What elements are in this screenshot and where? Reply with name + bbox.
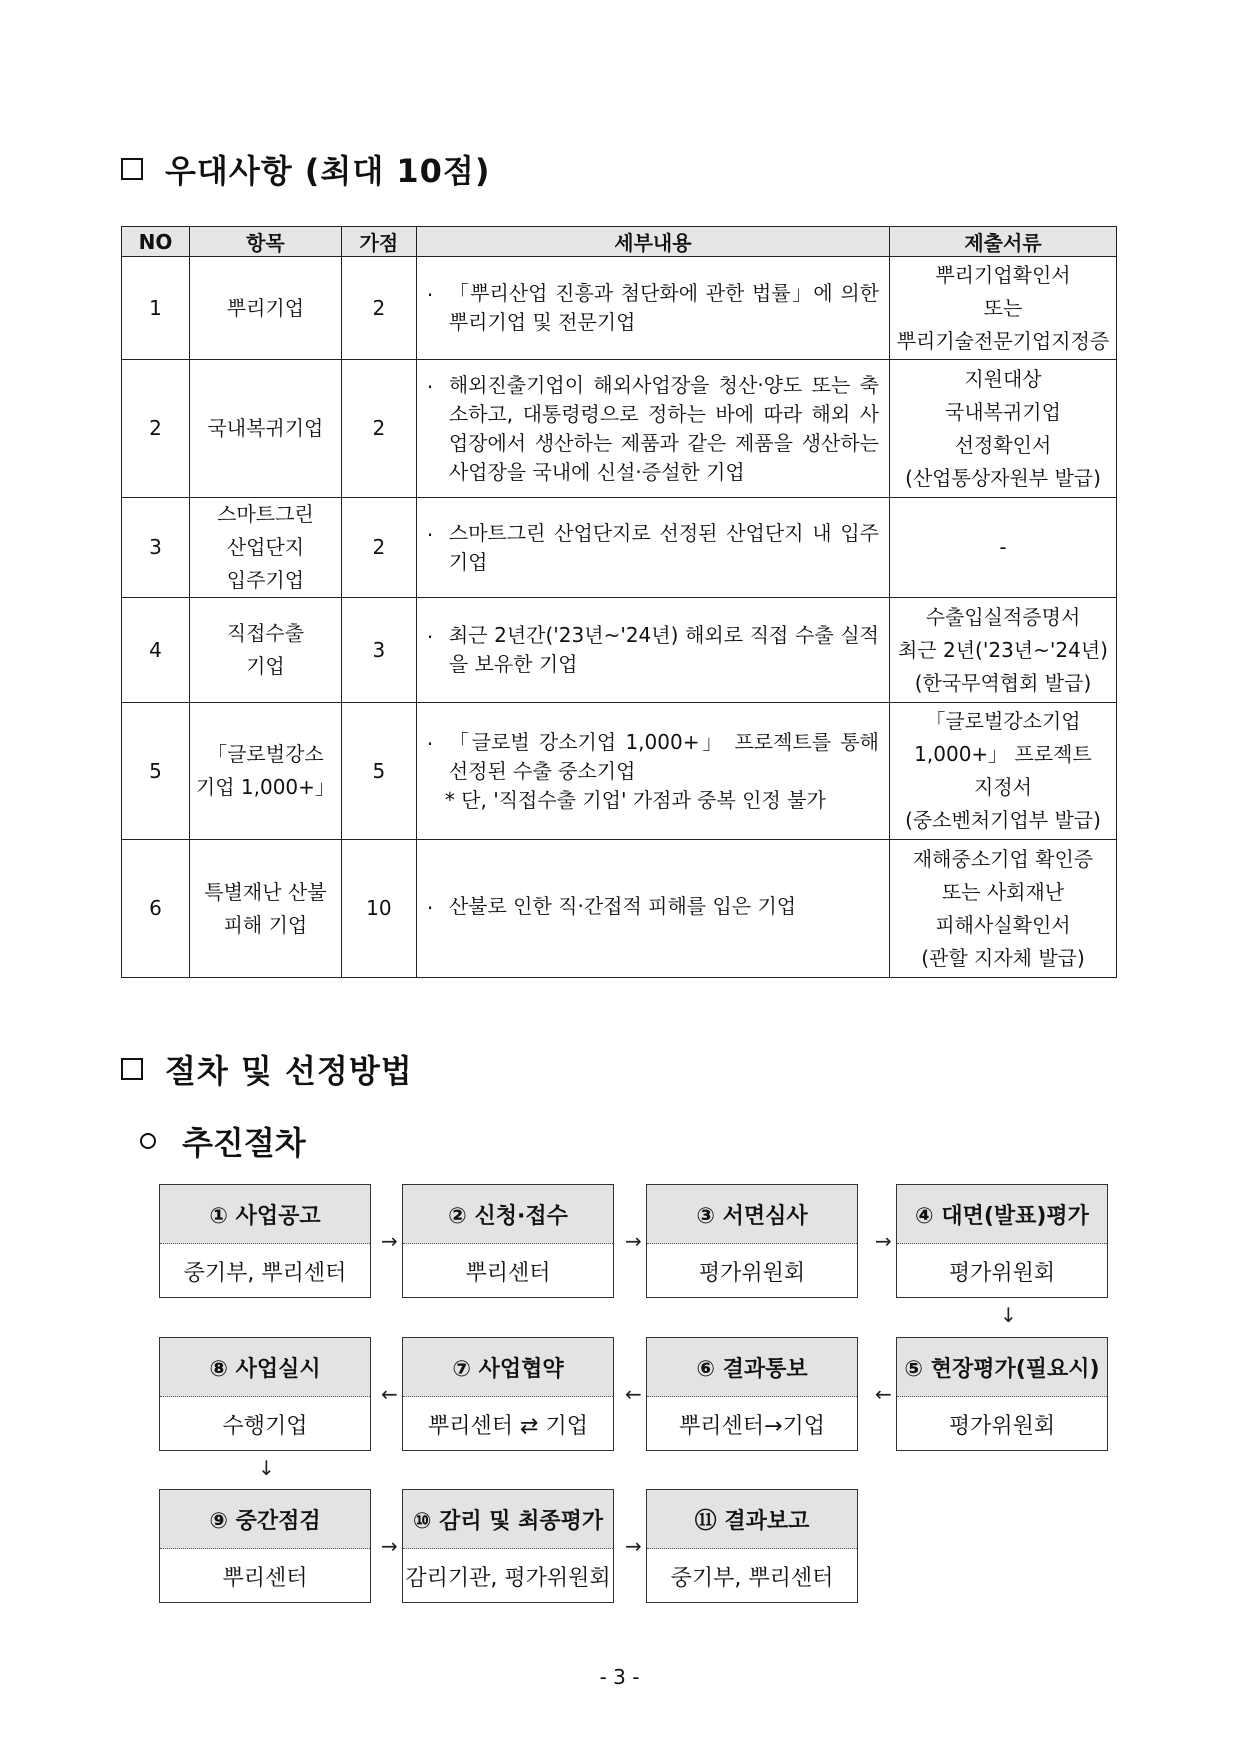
subsection-title-text: 추진절차 — [182, 1124, 306, 1162]
flow-step — [159, 1337, 371, 1451]
flow-step — [159, 1184, 371, 1298]
cell-points: 3 — [341, 598, 416, 703]
flow-step-owner: 뿌리센터 ⇄ 기업 — [428, 1413, 588, 1439]
bullet-dot: · — [426, 625, 434, 649]
bullet-dot: · — [426, 731, 434, 756]
detail-text: 스마트그린 산업단지로 선정된 산업단지 내 입주기업 — [448, 520, 879, 574]
flow-step-title: ④ 대면(발표)평가 — [897, 1185, 1107, 1244]
flow-step-owner: 수행기업 — [222, 1413, 308, 1439]
doc-line: 「글로벌강소기업 — [925, 709, 1081, 733]
cell-points: 5 — [341, 703, 416, 840]
flow-step — [646, 1337, 858, 1451]
table-row — [122, 360, 1117, 498]
flow-step-title: ② 신청·접수 — [403, 1185, 613, 1244]
item-line: 입주기업 — [226, 568, 305, 592]
table-row — [122, 498, 1117, 598]
header-docs: 제출서류 — [889, 227, 1116, 257]
section-title-text: 절차 및 선정방법 — [165, 1052, 413, 1090]
cell-details — [416, 257, 889, 360]
table-row — [122, 703, 1117, 840]
cell-details — [416, 840, 889, 978]
flow-step-title: ③ 서면심사 — [647, 1185, 857, 1244]
circle-bullet-icon — [140, 1133, 156, 1149]
flow-step-owner: 중기부, 뿌리센터 — [183, 1260, 347, 1286]
item-line: 뿌리기업 — [226, 295, 305, 320]
item-line: 국내복귀기업 — [207, 416, 324, 440]
flow-arrow-right-icon: → — [625, 1229, 642, 1253]
doc-line: (한국무역협회 발급) — [914, 670, 1092, 695]
cell-item — [189, 360, 341, 498]
flow-arrow-left-icon: ← — [625, 1382, 642, 1406]
flow-step-title: ⑩ 감리 및 최종평가 — [403, 1490, 613, 1549]
flow-step-title: ⑪ 결과보고 — [647, 1490, 857, 1549]
flow-step — [896, 1184, 1108, 1298]
detail-text: 해외진출기업이 해외사업장을 청산·양도 또는 축소하고, 대통령령으로 정하는 바에 따라 해외 사업장에서 생산하는 제품과 같은 제품을 생산하는 사업장을 국내에 신설·증설한 기업 — [448, 372, 879, 484]
checkbox-square-icon — [121, 1058, 143, 1080]
flow-step-title: ⑥ 결과통보 — [647, 1338, 857, 1397]
doc-line: 뿌리기술전문기업지정증 — [896, 328, 1110, 353]
cell-docs — [889, 498, 1116, 598]
cell-item — [189, 498, 341, 598]
flow-step-title: ⑦ 사업협약 — [403, 1338, 613, 1397]
flow-step-owner: 뿌리센터 — [465, 1260, 551, 1286]
page-number: - 3 - — [599, 1665, 640, 1689]
cell-points: 2 — [341, 360, 416, 498]
doc-line: (중소벤처기업부 발급) — [905, 808, 1101, 832]
bullet-dot: · — [426, 283, 434, 307]
section-title-benefits — [121, 146, 490, 192]
table-row — [122, 257, 1117, 360]
cell-item — [189, 840, 341, 978]
doc-line: 또는 — [983, 295, 1023, 320]
cell-no: 1 — [122, 257, 190, 360]
flow-arrow-right-icon: → — [625, 1534, 642, 1558]
doc-line: 최근 2년('23년~'24년) — [898, 637, 1108, 662]
header-points: 가점 — [341, 227, 416, 257]
cell-docs — [889, 703, 1116, 840]
flow-arrow-left-icon: ← — [381, 1382, 398, 1406]
cell-no: 6 — [122, 840, 190, 978]
cell-docs — [889, 257, 1116, 360]
bullet-dot: · — [426, 374, 434, 399]
item-line: 「글로벌강소 — [207, 742, 324, 766]
detail-bullet — [427, 621, 879, 679]
table-header-row — [122, 227, 1117, 257]
section-title-text: 우대사항 (최대 10점) — [165, 152, 491, 190]
table-row — [122, 840, 1117, 978]
flow-arrow-left-icon: ← — [875, 1382, 892, 1406]
flow-step-title: ⑤ 현장평가(필요시) — [897, 1338, 1107, 1397]
table-row — [122, 598, 1117, 703]
section-title-procedure — [121, 1046, 413, 1092]
subsection-title — [140, 1118, 306, 1164]
doc-line: 지정서 — [974, 775, 1032, 799]
flow-arrow-right-icon: → — [381, 1534, 398, 1558]
doc-line: 재해중소기업 확인증 — [912, 846, 1094, 871]
cell-item — [189, 598, 341, 703]
flow-step-owner: 평가위원회 — [698, 1260, 806, 1286]
item-line: 특별재난 산불 — [204, 879, 327, 904]
cell-points: 2 — [341, 498, 416, 598]
flow-arrow-down-icon: ↓ — [258, 1456, 275, 1480]
item-line: 기업 — [246, 654, 285, 678]
flow-step — [896, 1337, 1108, 1451]
cell-no: 5 — [122, 703, 190, 840]
flow-step-owner: 감리기관, 평가위원회 — [405, 1565, 611, 1591]
flow-step-owner: 평가위원회 — [948, 1413, 1056, 1439]
detail-bullet — [427, 892, 879, 925]
detail-text: 산불로 인한 직·간접적 피해를 입은 기업 — [448, 894, 797, 918]
item-line: 스마트그린 — [217, 502, 314, 526]
bullet-dot: · — [426, 896, 434, 920]
doc-line: 또는 사회재난 — [941, 879, 1065, 904]
flow-step — [402, 1337, 614, 1451]
flow-step — [402, 1184, 614, 1298]
flow-step — [646, 1184, 858, 1298]
item-line: 산업단지 — [226, 535, 305, 559]
cell-docs — [889, 598, 1116, 703]
cell-docs — [889, 840, 1116, 978]
doc-line: (관할 지자체 발급) — [921, 945, 1085, 970]
cell-docs — [889, 360, 1116, 498]
detail-bullet — [427, 519, 879, 577]
item-line: 직접수출 — [226, 621, 305, 645]
detail-text: 「뿌리산업 진흥과 첨단화에 관한 법률」에 의한 뿌리기업 및 전문기업 — [448, 281, 879, 334]
cell-item — [189, 257, 341, 360]
header-no: NO — [122, 227, 190, 257]
detail-text: 최근 2년간('23년~'24년) 해외로 직접 수출 실적을 보유한 기업 — [448, 623, 879, 676]
flow-step-owner: 뿌리센터 — [222, 1565, 308, 1591]
detail-bullet — [427, 371, 879, 487]
cell-details — [416, 360, 889, 498]
detail-note: * 단, '직접수출 기업' 가점과 중복 인정 불가 — [444, 787, 826, 812]
flow-step-owner: 뿌리센터→기업 — [679, 1413, 825, 1439]
flow-step-title: ⑨ 중간점검 — [160, 1490, 370, 1549]
doc-line: 수출입실적증명서 — [925, 604, 1081, 629]
cell-item — [189, 703, 341, 840]
cell-points: 10 — [341, 840, 416, 978]
flow-step-title: ① 사업공고 — [160, 1185, 370, 1244]
flow-step-title: ⑧ 사업실시 — [160, 1338, 370, 1397]
doc-line: 1,000+」 프로젝트 — [914, 742, 1092, 766]
flow-step — [646, 1489, 858, 1603]
detail-bullet — [427, 728, 879, 786]
doc-line: - — [999, 535, 1007, 559]
header-item: 항목 — [189, 227, 341, 257]
item-line: 피해 기업 — [223, 912, 308, 937]
flow-arrow-right-icon: → — [381, 1229, 398, 1253]
flow-arrow-right-icon: → — [875, 1229, 892, 1253]
cell-no: 4 — [122, 598, 190, 703]
flow-step-owner: 중기부, 뿌리센터 — [670, 1565, 834, 1591]
flow-arrow-down-icon: ↓ — [1000, 1303, 1017, 1327]
detail-bullet — [427, 279, 879, 337]
doc-line: 지원대상 — [964, 366, 1042, 391]
header-details: 세부내용 — [416, 227, 889, 257]
doc-line: (산업통상자원부 발급) — [905, 465, 1101, 490]
doc-line: 국내복귀기업 — [945, 399, 1061, 424]
doc-line: 선정확인서 — [954, 432, 1052, 457]
detail-text: 「글로벌 강소기업 1,000+」 프로젝트를 통해 선정된 수출 중소기업 — [448, 729, 879, 783]
cell-details — [416, 598, 889, 703]
cell-no: 2 — [122, 360, 190, 498]
bullet-dot: · — [426, 522, 434, 547]
cell-details — [416, 498, 889, 598]
doc-line: 피해사실확인서 — [935, 912, 1071, 937]
benefits-table — [121, 226, 1117, 978]
flow-step — [402, 1489, 614, 1603]
flow-step-owner: 평가위원회 — [948, 1260, 1056, 1286]
cell-points: 2 — [341, 257, 416, 360]
doc-line: 뿌리기업확인서 — [935, 262, 1071, 287]
checkbox-square-icon — [121, 158, 143, 180]
item-line: 기업 1,000+」 — [195, 775, 335, 799]
cell-details — [416, 703, 889, 840]
cell-no: 3 — [122, 498, 190, 598]
flow-step — [159, 1489, 371, 1603]
